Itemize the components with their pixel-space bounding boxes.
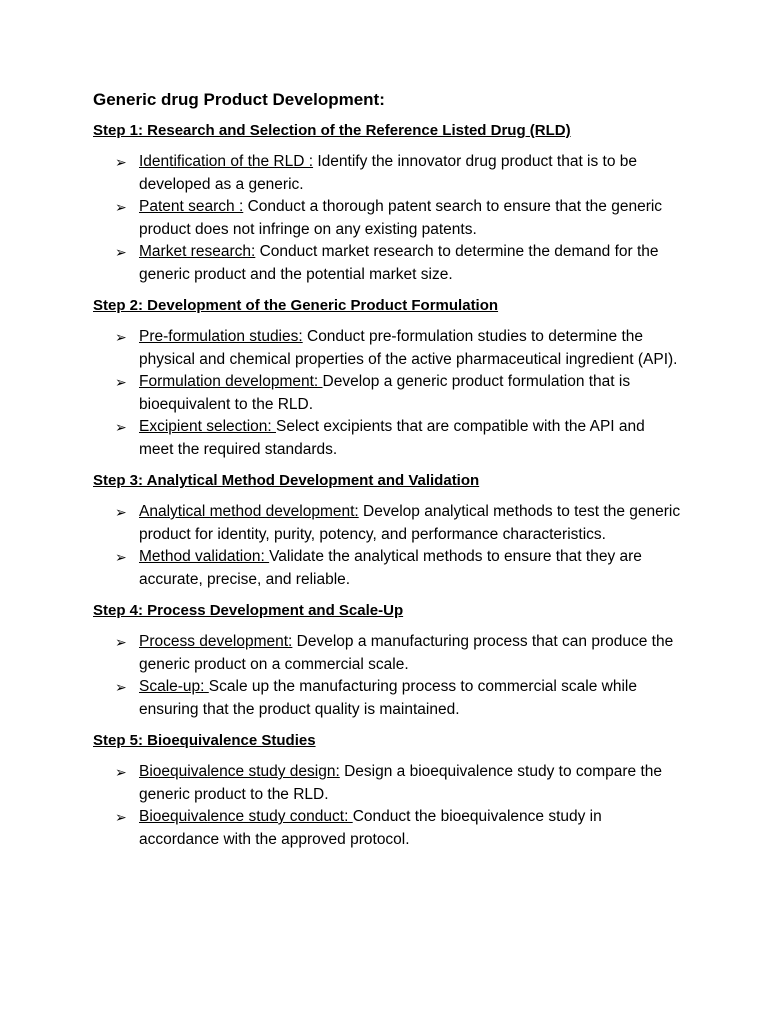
item-text: Develop a generic product formulation that is bioequivalent to the RLD. [139, 373, 631, 413]
document-body [93, 89, 683, 861]
step-4-list [93, 631, 683, 721]
arrow-bullet-icon: ➢ [115, 199, 127, 215]
step-1-list [93, 151, 683, 286]
item-text: Conduct pre-formulation studies to determine the physical and chemical properties of the active pharmaceutical ingredient (API). [139, 328, 678, 368]
item-text: Conduct market research to determine the demand for the generic product and the potential market size. [139, 243, 659, 283]
arrow-bullet-icon: ➢ [115, 764, 127, 780]
list-item [93, 196, 683, 241]
item-term: Bioequivalence study conduct: [139, 808, 353, 825]
item-text: Conduct the bioequivalence study in accordance with the approved protocol. [139, 808, 602, 848]
list-item [93, 631, 683, 676]
step-3-heading: Step 3: Analytical Method Development and Validation [93, 472, 480, 489]
item-term: Scale-up: [139, 678, 209, 695]
item-term: Analytical method development: [139, 503, 359, 520]
step-5-heading: Step 5: Bioequivalence Studies [93, 732, 316, 749]
list-item [93, 676, 683, 721]
list-item [93, 416, 683, 461]
list-item [93, 761, 683, 806]
arrow-bullet-icon: ➢ [115, 419, 127, 435]
arrow-bullet-icon: ➢ [115, 549, 127, 565]
arrow-bullet-icon: ➢ [115, 634, 127, 650]
list-item [93, 151, 683, 196]
step-2-list [93, 326, 683, 461]
arrow-bullet-icon: ➢ [115, 374, 127, 390]
arrow-bullet-icon: ➢ [115, 244, 127, 260]
step-4-heading: Step 4: Process Development and Scale-Up [93, 602, 404, 619]
list-item [93, 241, 683, 286]
arrow-bullet-icon: ➢ [115, 154, 127, 170]
item-text: Develop a manufacturing process that can produce the generic product on a commercial scale. [139, 633, 674, 673]
step-5-list [93, 761, 683, 851]
arrow-bullet-icon: ➢ [115, 809, 127, 825]
item-text: Conduct a thorough patent search to ensure that the generic product does not infringe on any existing patents. [139, 198, 663, 238]
item-text: Develop analytical methods to test the generic product for identity, purity, potency, and performance characteristics. [139, 503, 681, 543]
arrow-bullet-icon: ➢ [115, 329, 127, 345]
list-item [93, 326, 683, 371]
item-term: Identification of the RLD : [139, 153, 314, 170]
item-text: Select excipients that are compatible with the API and meet the required standards. [139, 418, 645, 458]
step-2-heading: Step 2: Development of the Generic Product Formulation [93, 297, 499, 314]
item-term: Excipient selection: [139, 418, 276, 435]
item-text: Validate the analytical methods to ensure that they are accurate, precise, and reliable. [139, 548, 642, 588]
item-term: Market research: [139, 243, 256, 260]
item-term: Formulation development: [139, 373, 323, 390]
item-text: Scale up the manufacturing process to commercial scale while ensuring that the product quality is maintained. [139, 678, 637, 718]
item-term: Process development: [139, 633, 293, 650]
list-item [93, 501, 683, 546]
item-text: Design a bioequivalence study to compare the generic product to the RLD. [139, 763, 663, 803]
document-title: Generic drug Product Development: [93, 90, 385, 109]
step-3-list [93, 501, 683, 591]
list-item [93, 806, 683, 851]
item-term: Pre-formulation studies: [139, 328, 303, 345]
item-term: Patent search : [139, 198, 244, 215]
list-item [93, 371, 683, 416]
arrow-bullet-icon: ➢ [115, 679, 127, 695]
item-term: Method validation: [139, 548, 270, 565]
item-term: Bioequivalence study design: [139, 763, 340, 780]
step-1-heading: Step 1: Research and Selection of the Reference Listed Drug (RLD) [93, 122, 571, 139]
item-text: Identify the innovator drug product that is to be developed as a generic. [139, 153, 638, 193]
arrow-bullet-icon: ➢ [115, 504, 127, 520]
list-item [93, 546, 683, 591]
